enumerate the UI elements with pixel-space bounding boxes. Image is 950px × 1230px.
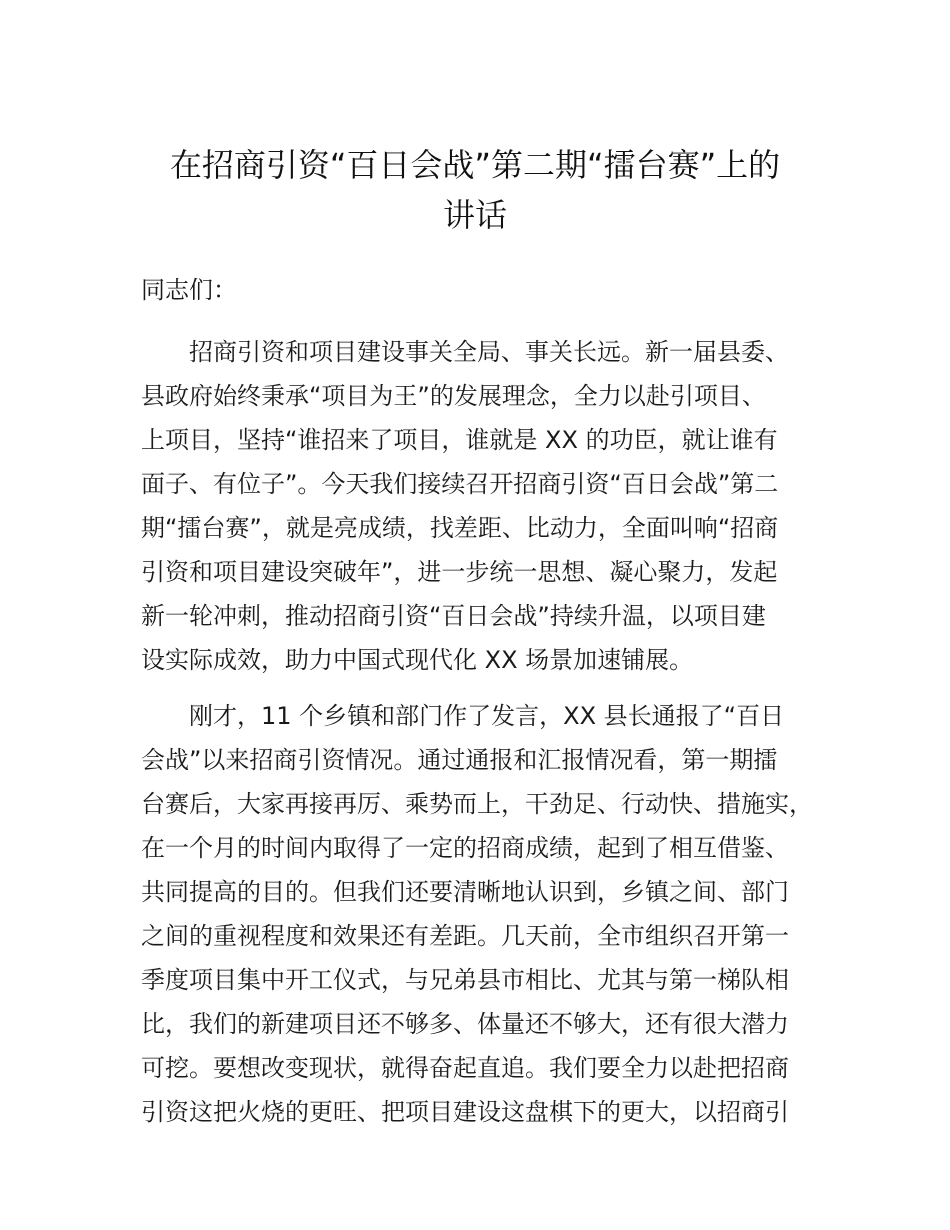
paragraph-line: 新一轮冲刺，推动招商引资“百日会战”持续升温，以项目建 <box>141 602 766 630</box>
salutation: 同志们： <box>141 276 237 304</box>
paragraph-line: 可挖。要想改变现状，就得奋起直追。我们要全力以赴把招商 <box>141 1054 789 1082</box>
paragraph-line: 县政府始终秉承“项目为王”的发展理念，全力以赴引项目、 <box>141 382 766 410</box>
document-title <box>120 140 830 240</box>
paragraph-line: 之间的重视程度和效果还有差距。几天前，全市组织召开第一 <box>141 922 789 950</box>
paragraph-line: 共同提高的目的。但我们还要清晰地认识到，乡镇之间、部门 <box>141 878 789 906</box>
paragraph-line: 上项目，坚持“谁招来了项目，谁就是 XX 的功臣，就让谁有 <box>141 426 778 454</box>
paragraph-line: 引资和项目建设突破年”，进一步统一思想、凝心聚力，发起 <box>141 558 778 586</box>
title-line: 讲话 <box>442 196 507 234</box>
paragraph-line: 招商引资和项目建设事关全局、事关长远。新一届县委、 <box>189 338 789 366</box>
paragraph-line: 刚才，11 个乡镇和部门作了发言，XX 县长通报了“百日 <box>189 702 785 730</box>
paragraph-line: 面子、有位子”。今天我们接续召开招商引资“百日会战”第二 <box>141 470 779 498</box>
title-line: 在招商引资“百日会战”第二期“擂台赛”上的 <box>169 146 781 184</box>
paragraph-line: 引资这把火烧的更旺、把项目建设这盘棋下的更大，以招商引 <box>141 1098 789 1126</box>
paragraph-line: 期“擂台赛”，就是亮成绩，找差距、比动力，全面叫响“招商 <box>141 514 779 542</box>
paragraph-line: 会战”以来招商引资情况。通过通报和汇报情况看，第一期擂 <box>141 746 778 774</box>
paragraph-line: 比，我们的新建项目还不够多、体量还不够大，还有很大潜力 <box>141 1010 789 1038</box>
paragraph-2 <box>141 694 841 1134</box>
paragraph-line: 在一个月的时间内取得了一定的招商成绩，起到了相互借鉴、 <box>141 834 789 862</box>
paragraph-line: 季度项目集中开工仪式，与兄弟县市相比、尤其与第一梯队相 <box>141 966 789 994</box>
paragraph-1 <box>141 330 841 682</box>
paragraph-line: 设实际成效，助力中国式现代化 XX 场景加速铺展。 <box>141 646 694 674</box>
paragraph-line: 台赛后，大家再接再厉、乘势而上，干劲足、行动快、措施实， <box>141 790 813 818</box>
